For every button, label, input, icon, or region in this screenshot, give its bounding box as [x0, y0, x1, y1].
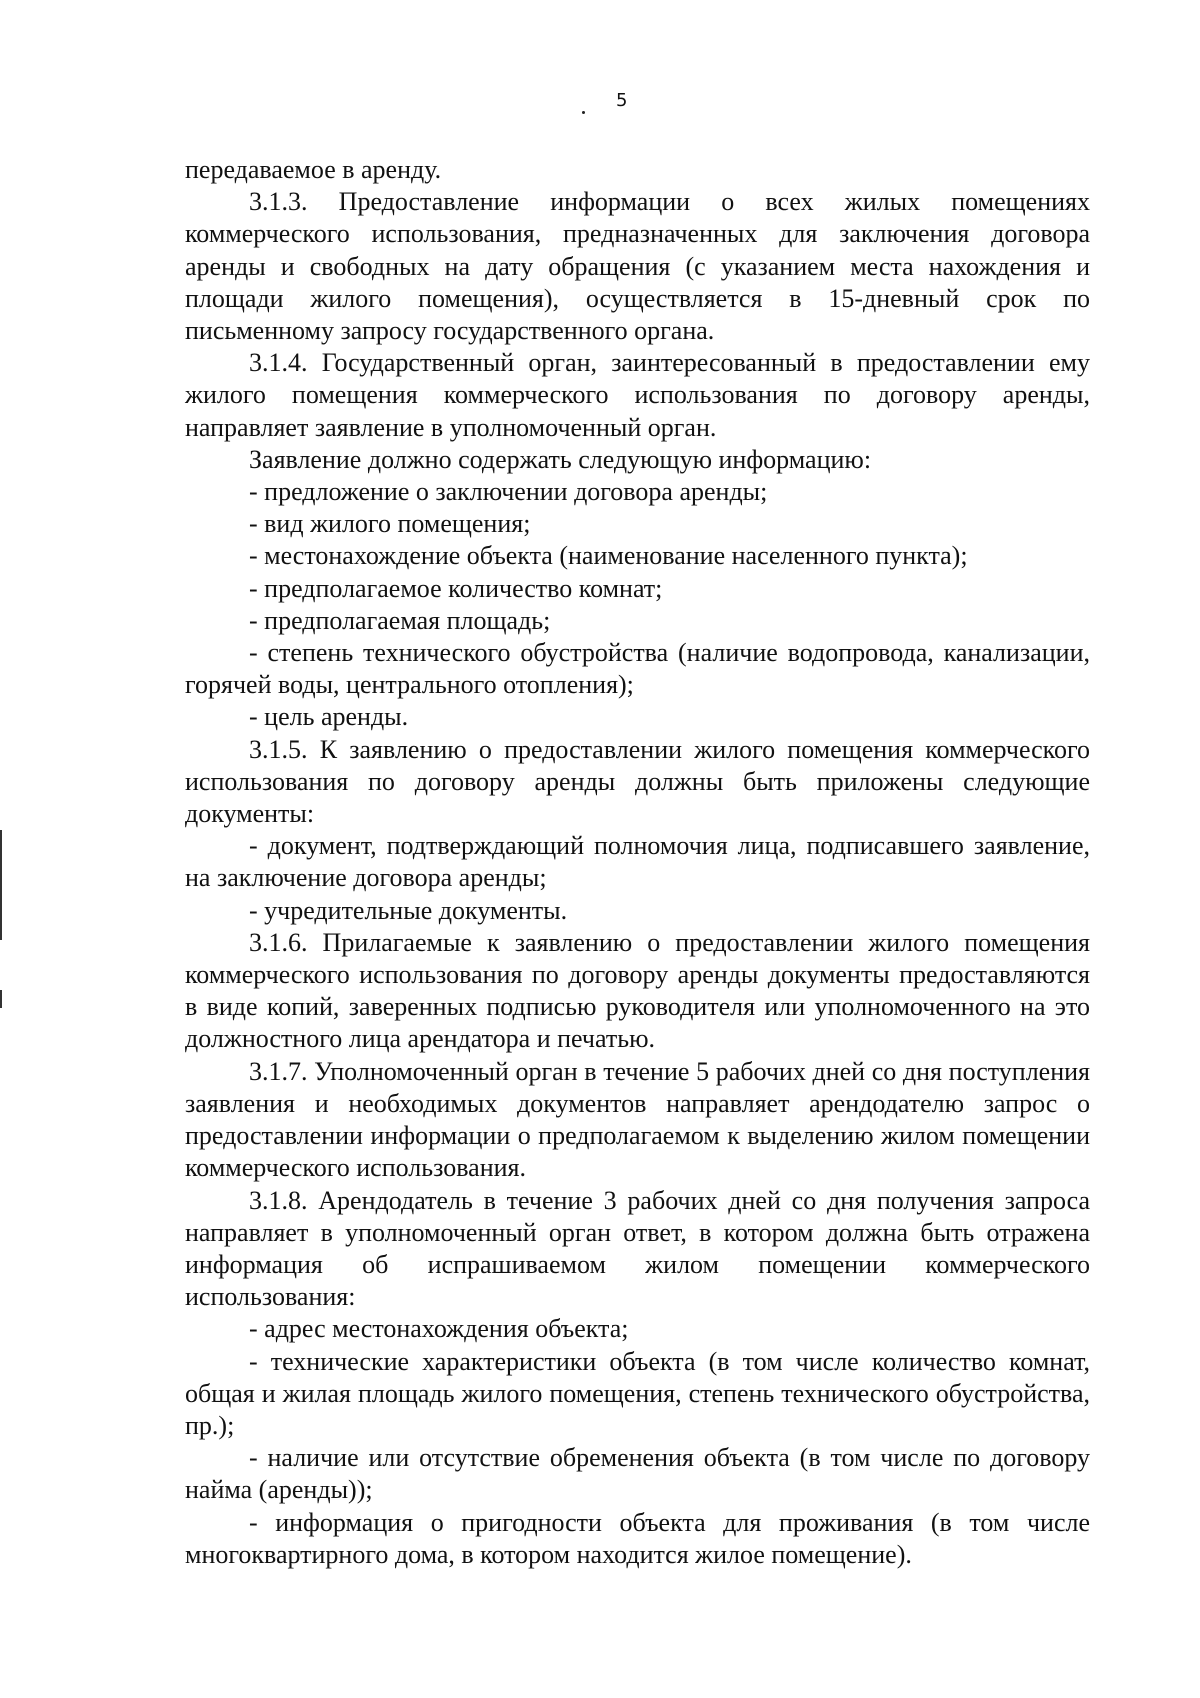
paragraph-3-1-3: 3.1.3. Предоставление информации о всех жилых помещениях коммерческого использования, предназначенных для заключения договора аренды и свободных на дату обращения (с указанием места нахождения и площади жилого помещения), осуществляется в 15-дневный срок по письменному запросу государственного органа.	[185, 187, 1090, 346]
list-item: - учредительные документы.	[249, 895, 568, 925]
list-item: - цель аренды.	[249, 702, 409, 732]
paragraph-3-1-8: 3.1.8. Арендодатель в течение 3 рабочих дней со дня получения запроса направляет в уполномоченный орган ответ, в котором должна быть отражена информация об испрашиваемом жилом помещении коммерческого использования:	[185, 1185, 1090, 1312]
list-item: - адрес местонахождения объекта;	[249, 1314, 629, 1344]
paragraph-3-1-5: 3.1.5. К заявлению о предоставлении жилого помещения коммерческого использования по договору аренды должны быть приложены следующие документы:	[185, 734, 1090, 829]
page-number: 5	[616, 90, 628, 111]
list-item: - информация о пригодности объекта для проживания (в том числе многоквартирного дома, в котором находится жилое помещение).	[185, 1507, 1090, 1569]
list-item: - наличие или отсутствие обременения объекта (в том числе по договору найма (аренды));	[185, 1443, 1090, 1505]
scan-dot	[582, 111, 585, 114]
list-item: - предложение о заключении договора аренды;	[249, 477, 768, 507]
list-item: - предполагаемая площадь;	[249, 605, 551, 635]
list-item: - степень технического обустройства (наличие водопровода, канализации, горячей воды, центрального отопления);	[185, 638, 1090, 700]
paragraph-intro: Заявление должно содержать следующую информацию:	[249, 444, 872, 474]
list-item: - документ, подтверждающий полномочия лица, подписавшего заявление, на заключение договора аренды;	[185, 831, 1090, 893]
paragraph-3-1-6: 3.1.6. Прилагаемые к заявлению о предоставлении жилого помещения коммерческого использования по договору аренды документы предоставляются в виде копий, заверенных подписью руководителя или уполномоченного на это должностного лица арендатора и печатью.	[185, 927, 1090, 1054]
list-item: - вид жилого помещения;	[249, 509, 531, 539]
list-item: - технические характеристики объекта (в том числе количество комнат, общая и жилая площадь жилого помещения, степень технического обустройства, пр.);	[185, 1346, 1090, 1440]
paragraph-3-1-7: 3.1.7. Уполномоченный орган в течение 5 рабочих дней со дня поступления заявления и необходимых документов направляет арендодателю запрос о предоставлении информации о предполагаемом к выделению жилом помещении коммерческого использования.	[185, 1056, 1090, 1183]
scan-edge-mark	[0, 830, 2, 940]
list-item: - предполагаемое количество комнат;	[249, 573, 663, 603]
paragraph: передаваемое в аренду.	[185, 155, 442, 184]
paragraph-3-1-4: 3.1.4. Государственный орган, заинтересованный в предоставлении ему жилого помещения коммерческого использования по договору аренды, направляет заявление в уполномоченный орган.	[185, 348, 1090, 442]
scan-edge-mark	[0, 990, 2, 1008]
document-body	[185, 154, 1090, 1571]
list-item: - местонахождение объекта (наименование населенного пункта);	[249, 541, 968, 571]
